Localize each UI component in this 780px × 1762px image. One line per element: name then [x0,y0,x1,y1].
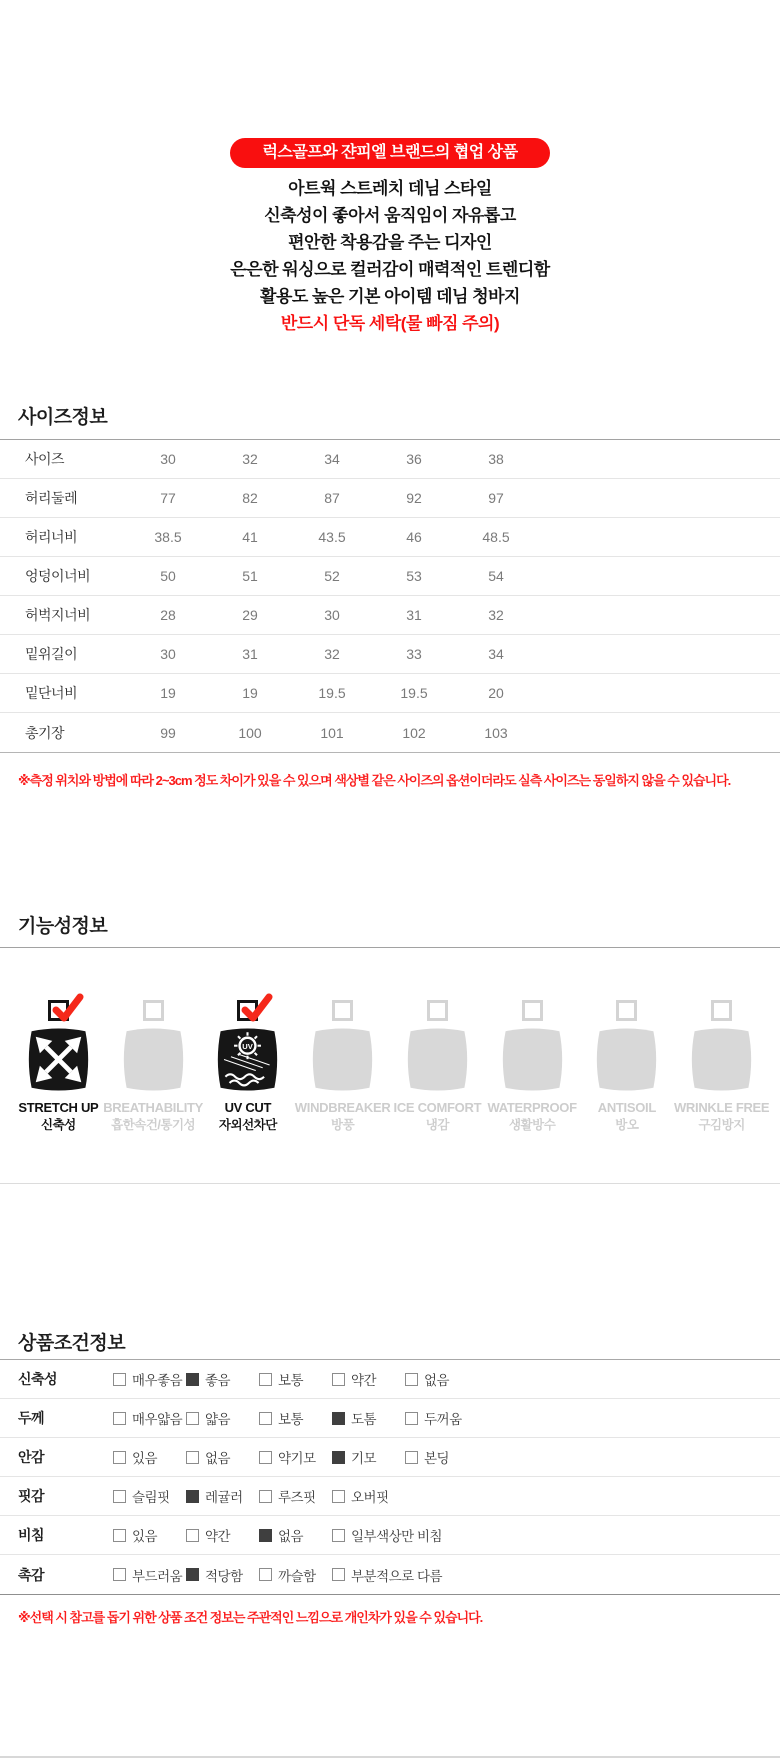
size-cell: 101 [320,724,344,741]
size-cell: 30 [160,451,176,467]
size-cell: 28 [160,607,176,623]
intro-lines [0,175,780,310]
size-cell: 36 [406,451,422,467]
condition-option [332,1486,405,1506]
unchecked-checkbox-icon [143,1000,164,1021]
condition-row [0,1477,780,1516]
unchecked-box-icon [186,1451,199,1464]
size-row-label: 허벅지너비 [25,607,91,623]
function-label-en: WINDBREAKER [294,1100,391,1115]
condition-option-label: 슬림핏 [132,1490,170,1505]
checked-box-icon [259,1529,272,1542]
wash-warning-text: 반드시 단독 세탁(물 빠짐 주의) [280,314,500,333]
condition-option-label: 부분적으로 다름 [351,1568,443,1584]
collab-badge: 럭스골프와 쟌피엘 브랜드의 협업 상품 [230,138,549,168]
function-label-ko: 방풍 [331,1118,355,1132]
condition-option-label: 적당함 [205,1568,243,1584]
size-cell: 29 [242,607,258,623]
condition-option-label: 없음 [278,1529,304,1544]
condition-option-label: 레귤러 [205,1490,243,1505]
function-label-ko: 구김방지 [698,1118,745,1132]
function-label-en: UV CUT [224,1100,272,1115]
intro-line: 편안한 착용감을 주는 디자인 [288,233,492,252]
intro-line: 신축성이 좋아서 움직임이 자유롭고 [264,206,516,225]
size-cell: 52 [324,568,340,584]
condition-option-label: 기모 [351,1451,377,1466]
size-note: ※측정 위치와 방법에 따라 2~3cm 정도 차이가 있을 수 있으며 색상별 같은 사이즈의 옵션이더라도 실측 사이즈는 동일하지 않을 수 있습니다. [18,773,731,788]
size-cell: 32 [242,451,258,467]
size-cell: 32 [488,607,504,623]
condition-option-label: 약간 [205,1529,231,1544]
unchecked-box-icon [405,1451,418,1464]
checked-box-icon [186,1490,199,1503]
checked-checkbox-icon [48,1000,69,1021]
size-cell: 19 [242,685,258,701]
checked-box-icon [332,1451,345,1464]
size-table-row [0,674,780,713]
size-cell: 33 [406,646,422,662]
condition-option-label: 약간 [351,1373,377,1388]
function-label-ko: 냉감 [425,1118,449,1132]
function-icon-row [0,1000,780,1134]
condition-option-label: 보통 [278,1412,304,1427]
condition-option [186,1369,259,1389]
condition-option-label: 있음 [132,1529,158,1544]
function-label-en: ICE COMFORT [393,1100,482,1115]
size-table-row [0,440,780,479]
size-cell: 51 [242,568,258,584]
size-cell: 46 [406,529,422,545]
function-section-bottom-border [0,1183,780,1184]
size-row-label: 사이즈 [25,451,65,467]
size-cell: 30 [160,646,176,662]
unchecked-box-icon [186,1529,199,1542]
size-cell: 54 [488,568,504,584]
condition-row [0,1555,780,1594]
blank-pillow-icon [687,1025,756,1094]
size-cell: 19.5 [318,685,346,701]
size-table [0,439,780,753]
function-label-en: WATERPROOF [487,1100,577,1115]
unchecked-box-icon [332,1490,345,1503]
size-cell: 48.5 [482,529,510,545]
function-item [103,1000,204,1134]
condition-option-label: 좋음 [205,1373,231,1388]
unchecked-box-icon [405,1412,418,1425]
function-label-ko: 신축성 [41,1118,76,1132]
intro-line: 활용도 높은 기본 아이템 데님 청바지 [260,287,520,306]
unchecked-checkbox-icon [332,1000,353,1021]
function-item [201,1000,296,1134]
size-cell: 34 [488,646,504,662]
unchecked-box-icon [332,1529,345,1542]
size-section-title: 사이즈정보 [18,407,108,428]
svg-text:UV: UV [242,1041,254,1051]
checked-box-icon [186,1373,199,1386]
condition-row-label: 핏감 [18,1488,45,1504]
condition-option [113,1369,186,1389]
condition-row-label: 안감 [18,1449,45,1465]
condition-option [405,1369,478,1389]
unchecked-box-icon [113,1373,126,1386]
blank-pillow-icon [119,1025,188,1094]
condition-row [0,1438,780,1477]
unchecked-box-icon [186,1412,199,1425]
unchecked-box-icon [113,1529,126,1542]
size-row-label: 밑위길이 [25,646,78,662]
condition-option [332,1525,443,1545]
blank-pillow-icon [498,1025,567,1094]
function-section-title: 기능성정보 [18,916,108,937]
condition-option [405,1408,478,1428]
size-cell: 50 [160,568,176,584]
checked-box-icon [332,1412,345,1425]
function-label-en: ANTISOIL [597,1100,656,1115]
page-bottom-divider [0,1756,780,1758]
condition-option-label: 일부색상만 비침 [351,1529,443,1544]
size-cell: 77 [160,490,176,506]
condition-option [113,1525,186,1545]
condition-option-label: 있음 [132,1451,158,1466]
checked-box-icon [186,1568,199,1581]
size-cell: 87 [324,490,340,506]
condition-option [259,1369,332,1389]
function-label-ko: 자외선차단 [218,1118,277,1132]
size-cell: 41 [242,529,258,545]
function-section-top-border [0,947,780,948]
condition-option [186,1408,259,1428]
size-row-label: 총기장 [25,724,65,741]
condition-option-label: 매우좋음 [132,1373,183,1388]
condition-option [259,1486,332,1506]
intro-line: 아트웍 스트레치 데님 스타일 [288,179,492,198]
condition-option-label: 두꺼움 [424,1412,462,1427]
size-cell: 102 [402,724,426,741]
condition-option [186,1447,259,1467]
blank-pillow-icon [592,1025,661,1094]
size-row-label: 허리둘레 [25,490,78,506]
function-item [11,1000,106,1134]
condition-option-label: 부드러움 [132,1568,183,1584]
collab-badge-row [0,138,780,168]
function-item [485,1000,580,1134]
unchecked-box-icon [113,1490,126,1503]
size-cell: 32 [324,646,340,662]
condition-option [332,1447,405,1467]
condition-option [405,1447,478,1467]
size-cell: 100 [238,724,262,741]
unchecked-checkbox-icon [427,1000,448,1021]
size-table-row [0,518,780,557]
size-table-row [0,596,780,635]
condition-option-label: 까슬함 [278,1568,316,1584]
unchecked-box-icon [332,1568,345,1581]
function-item [295,1000,390,1134]
condition-row-label: 두께 [18,1410,45,1426]
condition-row [0,1360,780,1399]
condition-row [0,1399,780,1438]
condition-option-label: 도톰 [351,1412,377,1427]
size-table-row [0,635,780,674]
condition-option [186,1486,259,1506]
condition-option-label: 얇음 [205,1412,231,1427]
size-cell: 30 [324,607,340,623]
size-row-label: 밑단너비 [25,685,78,701]
function-item [390,1000,485,1134]
uv-sun-icon [213,1025,282,1094]
condition-option-label: 루즈핏 [278,1490,316,1505]
condition-row-label: 비침 [18,1527,45,1543]
size-table-row [0,479,780,518]
condition-row-label: 신축성 [18,1371,58,1387]
function-label-en: WRINKLE FREE [673,1100,770,1115]
condition-option-label: 오버핏 [351,1490,389,1505]
size-table-row [0,557,780,596]
unchecked-box-icon [405,1373,418,1386]
function-item [580,1000,675,1134]
size-cell: 99 [160,724,176,741]
size-cell: 97 [488,490,504,506]
condition-option [186,1565,259,1585]
size-row-label: 허리너비 [25,529,78,545]
unchecked-box-icon [259,1568,272,1581]
condition-option [259,1565,332,1585]
unchecked-box-icon [259,1412,272,1425]
function-item [674,1000,769,1134]
condition-option-label: 약기모 [278,1451,316,1466]
unchecked-box-icon [113,1451,126,1464]
size-cell: 92 [406,490,422,506]
condition-option [332,1565,443,1585]
size-cell: 53 [406,568,422,584]
condition-row-label: 촉감 [18,1566,45,1583]
condition-option [113,1565,186,1585]
blank-pillow-icon [403,1025,472,1094]
unchecked-box-icon [259,1490,272,1503]
size-table-row [0,713,780,752]
function-label-ko: 생활방수 [508,1118,556,1132]
condition-option [259,1408,332,1428]
unchecked-box-icon [259,1451,272,1464]
size-cell: 38.5 [154,529,182,545]
size-cell: 34 [324,451,340,467]
condition-option-label: 없음 [424,1373,450,1388]
condition-option [113,1408,186,1428]
condition-option-label: 보통 [278,1373,304,1388]
size-cell: 31 [406,607,422,623]
function-label-en: BREATHABILITY [103,1100,204,1115]
unchecked-box-icon [113,1568,126,1581]
condition-option-label: 매우얇음 [132,1412,183,1427]
size-cell: 19 [160,685,176,701]
unchecked-checkbox-icon [522,1000,543,1021]
function-label-ko: 흡한속건/통기성 [111,1118,196,1132]
unchecked-checkbox-icon [616,1000,637,1021]
size-cell: 82 [242,490,258,506]
condition-option-label: 없음 [205,1451,231,1466]
condition-table [0,1359,780,1595]
function-label-en: STRETCH UP [18,1100,99,1115]
blank-pillow-icon [308,1025,377,1094]
checked-checkbox-icon [237,1000,258,1021]
size-cell: 103 [484,724,508,741]
size-cell: 19.5 [400,685,428,701]
intro-line: 은은한 워싱으로 컬러감이 매력적인 트렌디함 [230,260,550,279]
condition-option [259,1525,332,1545]
condition-option [332,1369,405,1389]
size-cell: 38 [488,451,504,467]
size-cell: 20 [488,685,504,701]
condition-option [113,1447,186,1467]
stretch-arrows-icon [24,1025,93,1094]
function-label-ko: 방오 [615,1118,639,1132]
unchecked-box-icon [259,1373,272,1386]
condition-section-title: 상품조건정보 [18,1333,126,1354]
unchecked-box-icon [332,1373,345,1386]
condition-option [113,1486,186,1506]
condition-option [259,1447,332,1467]
condition-option-label: 본딩 [424,1451,450,1466]
size-cell: 31 [242,646,258,662]
condition-option [332,1408,405,1428]
size-cell: 43.5 [318,529,346,545]
unchecked-box-icon [113,1412,126,1425]
size-row-label: 엉덩이너비 [25,568,91,584]
unchecked-checkbox-icon [711,1000,732,1021]
condition-note: ※선택 시 참고를 돕기 위한 상품 조건 정보는 주관적인 느낌으로 개인차가 있을 수 있습니다. [18,1610,483,1625]
condition-option [186,1525,259,1545]
condition-row [0,1516,780,1555]
